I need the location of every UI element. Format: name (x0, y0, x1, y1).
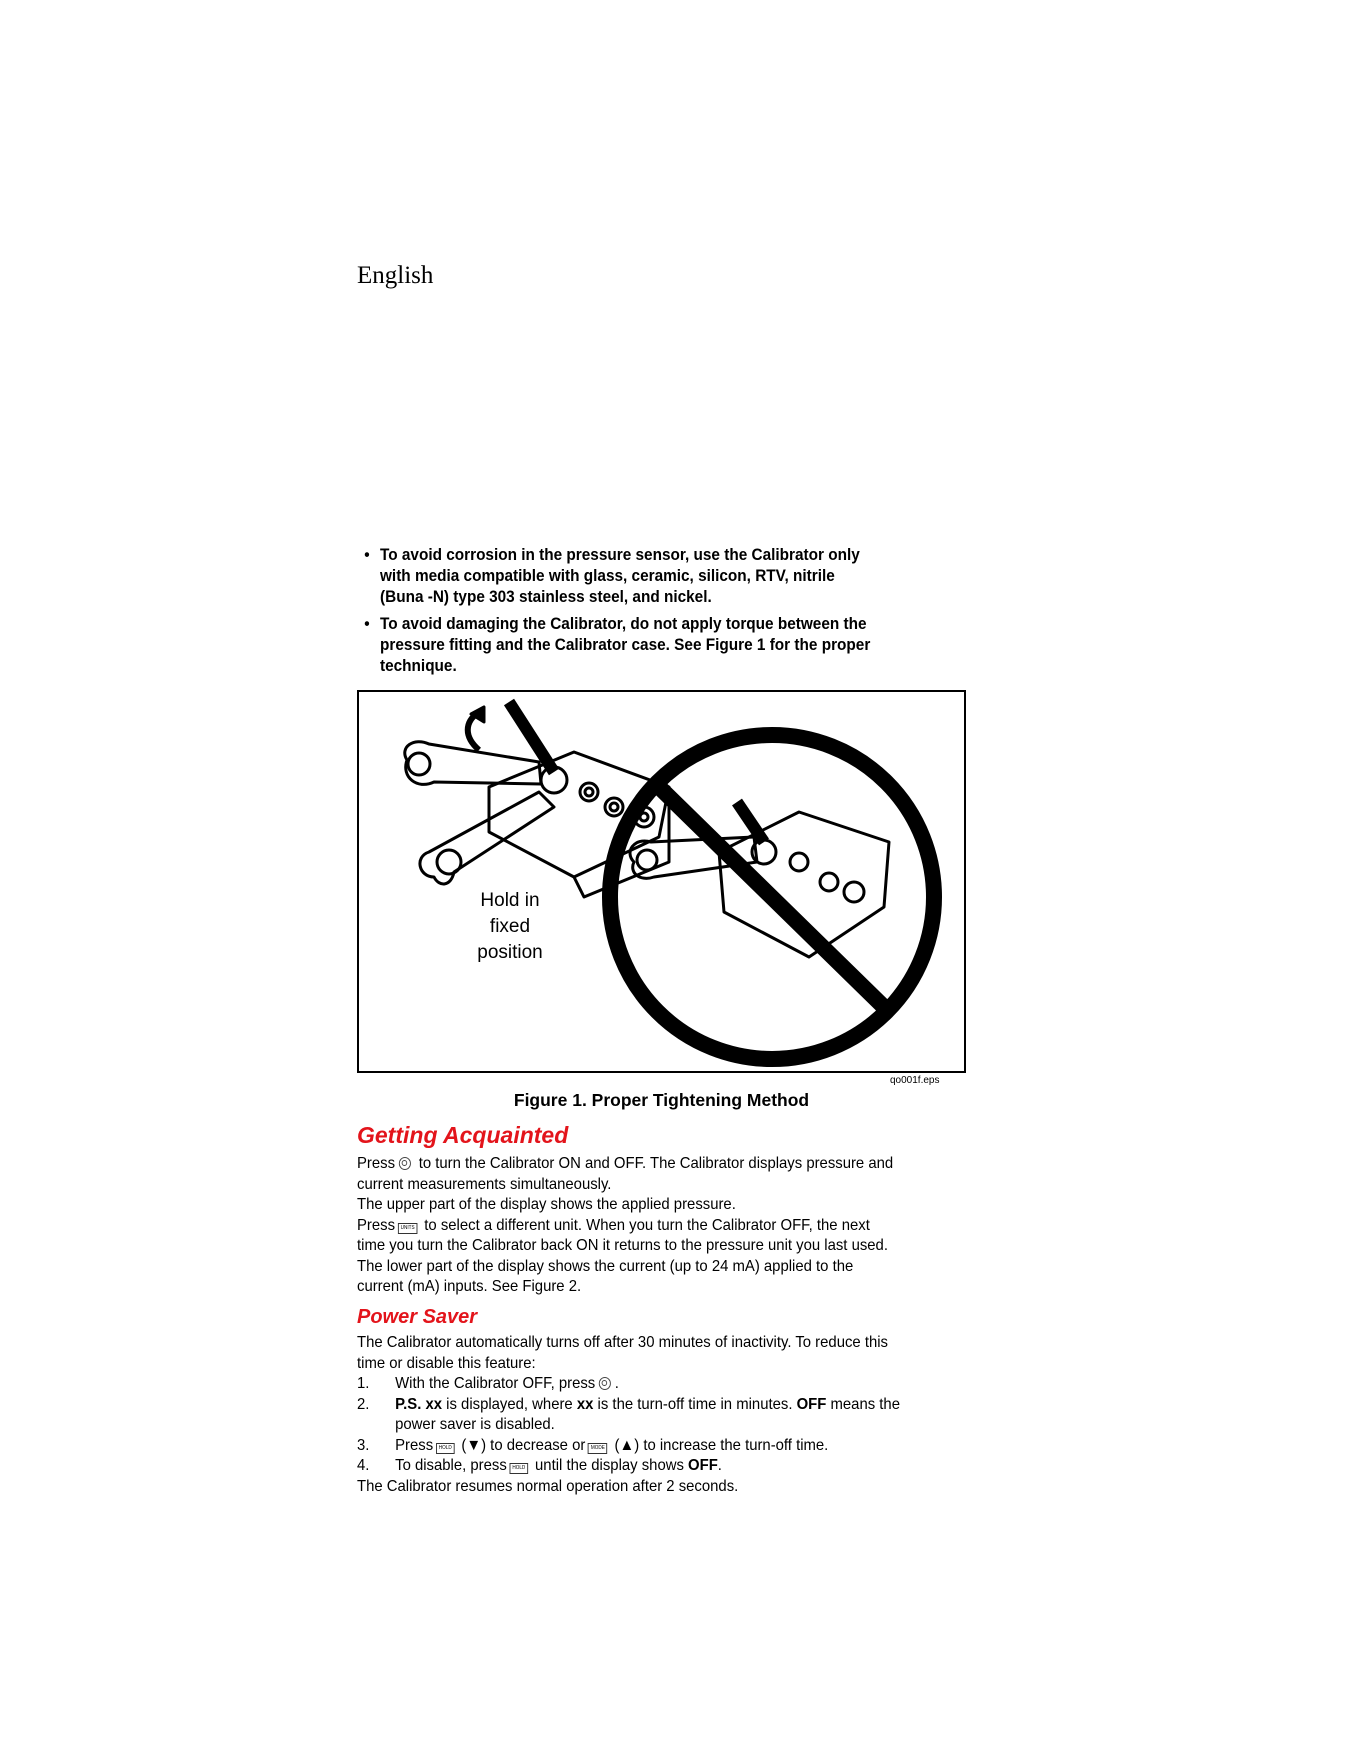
figure-tightening-method (357, 690, 966, 1073)
step-2-continued: power saver is disabled. (395, 1416, 555, 1433)
warning-line: To avoid damaging the Calibrator, do not apply torque between the (380, 615, 867, 633)
port-icon (790, 853, 808, 871)
step-3: 3. Press HOLD (▼) to decrease or MODE (▲) to increase the turn-off time. (357, 1436, 829, 1454)
hold-key-icon: HOLD (510, 1463, 529, 1474)
text-line: current (mA) inputs. See Figure 2. (357, 1278, 582, 1295)
units-key-icon: UNITS (398, 1223, 418, 1234)
step-2: 2. P.S. xx is displayed, where xx is the turn-off time in minutes. OFF means the (357, 1395, 900, 1413)
warning-line: pressure fitting and the Calibrator case. See Figure 1 for the proper (380, 636, 871, 654)
section-heading-getting-acquainted: Getting Acquainted (357, 1122, 569, 1148)
figure-caption: Figure 1. Proper Tightening Method (513, 1090, 810, 1110)
port-icon (580, 783, 598, 801)
text-line: time you turn the Calibrator back ON it returns to the pressure unit you last used. (357, 1237, 888, 1254)
warning-line: technique. (380, 657, 457, 675)
language-header: English (357, 262, 434, 289)
power-saver-body (357, 1333, 934, 1497)
port-icon (820, 873, 838, 891)
step-1: 1. With the Calibrator OFF, press . (357, 1375, 619, 1392)
getting-acquainted-body (357, 1154, 934, 1298)
text-line: The Calibrator resumes normal operation after 2 seconds. (357, 1477, 739, 1495)
power-button-icon (399, 1157, 411, 1170)
figure-source-file: qo001f.eps (890, 1075, 940, 1086)
text-line: time or disable this feature: (357, 1354, 536, 1372)
hold-key-icon: HOLD (436, 1443, 455, 1454)
warning-line: (Buna -N) type 303 stainless steel, and nickel. (380, 588, 712, 606)
section-heading-power-saver: Power Saver (357, 1306, 478, 1328)
bullet-icon: • (364, 546, 370, 564)
warning-line: with media compatible with glass, ceramic, silicon, RTV, nitrile (380, 567, 835, 585)
text-line: Press UNITS to select a different unit. When you turn the Calibrator OFF, the next (357, 1216, 870, 1234)
text-line: The upper part of the display shows the applied pressure. (357, 1196, 736, 1213)
text-line: The lower part of the display shows the current (up to 24 mA) applied to the (357, 1257, 854, 1275)
port-icon (605, 798, 623, 816)
text-line: current measurements simultaneously. (357, 1175, 612, 1193)
warning-line: To avoid corrosion in the pressure sensor, use the Calibrator only (380, 546, 860, 564)
text-line: Press to turn the Calibrator ON and OFF. The Calibrator displays pressure and (357, 1155, 894, 1172)
power-button-icon (599, 1377, 611, 1390)
bullet-icon: • (364, 615, 370, 633)
warning-item-torque (364, 614, 901, 677)
warning-item-corrosion (364, 545, 901, 608)
text-line: The Calibrator automatically turns off after 30 minutes of inactivity. To reduce this (357, 1334, 888, 1351)
mode-key-icon: MODE (588, 1443, 608, 1454)
step-4: 4. To disable, press HOLD until the display shows OFF. (357, 1457, 722, 1474)
tightening-illustration (359, 692, 964, 1071)
figure-label: Hold in fixed position (477, 890, 543, 963)
port-icon (844, 882, 864, 902)
